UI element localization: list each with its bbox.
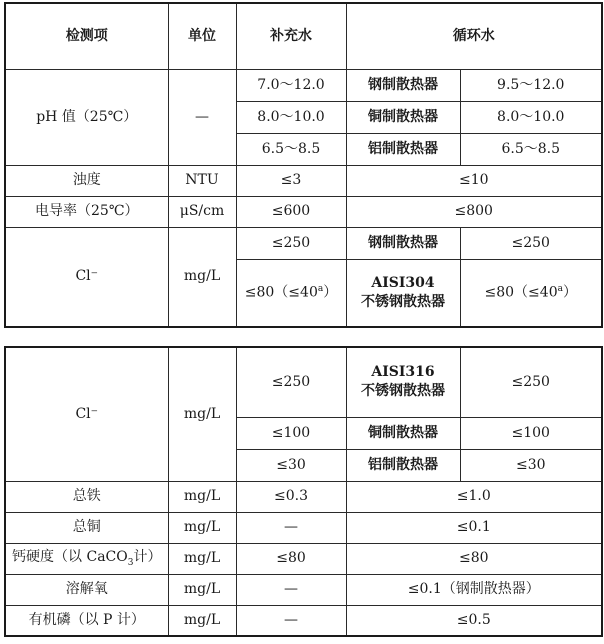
table-row bbox=[5, 605, 602, 636]
chloride-type-2: AISI304 不锈钢散热器 bbox=[346, 259, 460, 327]
table-row bbox=[5, 165, 602, 196]
table-header-row bbox=[5, 3, 602, 69]
turbidity-circulating: ≤10 bbox=[346, 165, 602, 196]
ph-type-1: 钢制散热器 bbox=[346, 69, 460, 101]
header-item: 检测项 bbox=[5, 3, 168, 69]
header-makeup-water: 补充水 bbox=[236, 3, 346, 69]
calcium-hardness-circulating: ≤80 bbox=[346, 543, 602, 574]
chloride2-value-1: ≤250 bbox=[460, 347, 602, 417]
ph-type-2: 铜制散热器 bbox=[346, 101, 460, 133]
ph-value-2: 8.0～10.0 bbox=[460, 101, 602, 133]
calcium-hardness-label: 钙硬度（以 CaCO$_3$计） bbox=[5, 543, 168, 574]
turbidity-label: 浊度 bbox=[5, 165, 168, 196]
copper-unit: mg/L bbox=[168, 512, 236, 543]
chloride-value-2: $\le 80(\le 40^a)$ bbox=[460, 259, 602, 327]
ph-unit: — bbox=[168, 69, 236, 165]
table-row bbox=[5, 574, 602, 605]
turbidity-unit: NTU bbox=[168, 165, 236, 196]
copper-circulating: ≤0.1 bbox=[346, 512, 602, 543]
chloride-type-1: 钢制散热器 bbox=[346, 227, 460, 259]
dissolved-oxygen-unit: mg/L bbox=[168, 574, 236, 605]
calcium-hardness-unit: mg/L bbox=[168, 543, 236, 574]
iron-label: 总铁 bbox=[5, 481, 168, 512]
chloride2-unit: mg/L bbox=[168, 347, 236, 481]
chloride2-makeup-2: ≤100 bbox=[236, 417, 346, 449]
water-quality-table-part2 bbox=[4, 346, 603, 637]
ph-makeup-1: 7.0～12.0 bbox=[236, 69, 346, 101]
dissolved-oxygen-makeup: — bbox=[236, 574, 346, 605]
organic-phosphorus-circulating: ≤0.5 bbox=[346, 605, 602, 636]
chloride-label: Cl⁻ bbox=[5, 227, 168, 327]
header-unit: 单位 bbox=[168, 3, 236, 69]
chloride2-makeup-3: ≤30 bbox=[236, 449, 346, 481]
organic-phosphorus-unit: mg/L bbox=[168, 605, 236, 636]
chloride-makeup-2: $\le 80(\le 40^a)$ bbox=[236, 259, 346, 327]
table-row bbox=[5, 512, 602, 543]
table-row bbox=[5, 69, 602, 101]
chloride2-value-3: ≤30 bbox=[460, 449, 602, 481]
conductivity-makeup: ≤600 bbox=[236, 196, 346, 227]
dissolved-oxygen-circulating: ≤0.1（钢制散热器） bbox=[346, 574, 602, 605]
iron-makeup: ≤0.3 bbox=[236, 481, 346, 512]
chloride2-type-3: 铝制散热器 bbox=[346, 449, 460, 481]
ph-type-3: 铝制散热器 bbox=[346, 133, 460, 165]
iron-unit: mg/L bbox=[168, 481, 236, 512]
ph-value-3: 6.5～8.5 bbox=[460, 133, 602, 165]
dissolved-oxygen-label: 溶解氧 bbox=[5, 574, 168, 605]
chloride2-makeup-1: ≤250 bbox=[236, 347, 346, 417]
ph-label: pH 值（25℃） bbox=[5, 69, 168, 165]
chloride-unit: mg/L bbox=[168, 227, 236, 327]
calcium-hardness-makeup: ≤80 bbox=[236, 543, 346, 574]
table-row bbox=[5, 196, 602, 227]
chloride2-type-1: AISI316 不锈钢散热器 bbox=[346, 347, 460, 417]
copper-makeup: — bbox=[236, 512, 346, 543]
iron-circulating: ≤1.0 bbox=[346, 481, 602, 512]
table-row bbox=[5, 543, 602, 574]
chloride-value-1: ≤250 bbox=[460, 227, 602, 259]
conductivity-unit: μS/cm bbox=[168, 196, 236, 227]
table-row bbox=[5, 227, 602, 259]
organic-phosphorus-label: 有机磷（以 P 计） bbox=[5, 605, 168, 636]
chloride2-value-2: ≤100 bbox=[460, 417, 602, 449]
water-quality-table-part1 bbox=[4, 2, 603, 328]
ph-makeup-2: 8.0～10.0 bbox=[236, 101, 346, 133]
chloride2-type-2: 铜制散热器 bbox=[346, 417, 460, 449]
conductivity-label: 电导率（25℃） bbox=[5, 196, 168, 227]
chloride2-label: Cl⁻ bbox=[5, 347, 168, 481]
chloride-makeup-1: ≤250 bbox=[236, 227, 346, 259]
table-row bbox=[5, 481, 602, 512]
ph-value-1: 9.5～12.0 bbox=[460, 69, 602, 101]
copper-label: 总铜 bbox=[5, 512, 168, 543]
table-row bbox=[5, 347, 602, 417]
turbidity-makeup: ≤3 bbox=[236, 165, 346, 196]
conductivity-circulating: ≤800 bbox=[346, 196, 602, 227]
ph-makeup-3: 6.5～8.5 bbox=[236, 133, 346, 165]
header-circulating-water: 循环水 bbox=[346, 3, 602, 69]
organic-phosphorus-makeup: — bbox=[236, 605, 346, 636]
